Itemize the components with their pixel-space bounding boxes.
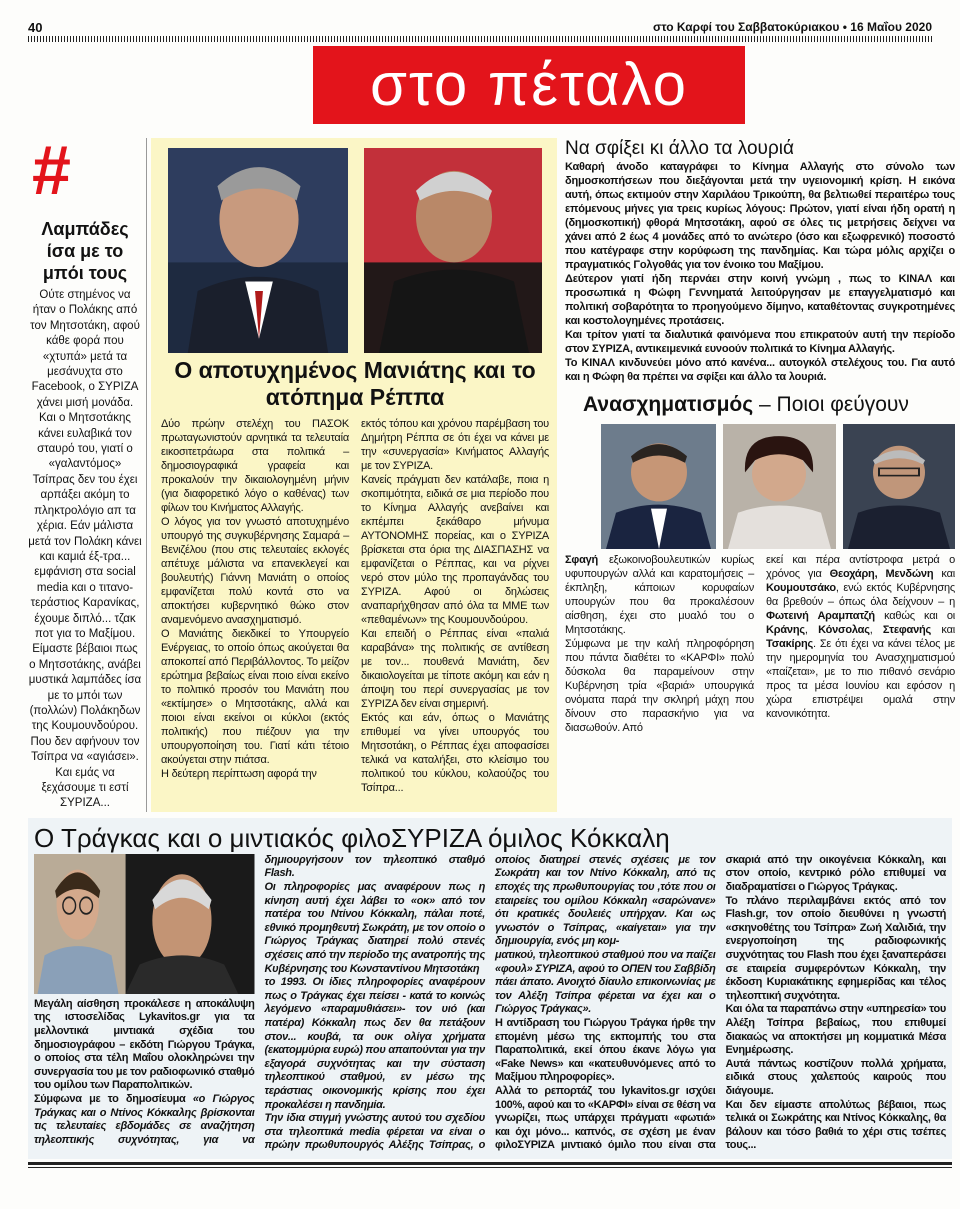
maniatis-body — [161, 417, 549, 795]
paragraph — [565, 553, 754, 637]
bold-text: Τσακίρης — [766, 638, 814, 650]
paragraph: Κανείς πράγματι δεν κατάλαβε, ποια η σκοπιμότητα, ειδικά σε μια περίοδο που το Κίνημα Αλλαγής ανεβαίνει και εκπέμπει ξεκάθαρο μήνυμα ΑΥΤΟΝΟΜΗΣ πορείας, και ο ΣΥΡΙΖΑ βρίσκεται στα όρια της ΔΙΑΣΠΑΣΗΣ να εμφανίζεται ο Ρέππας, και να ρίχνει νερό στον μύλο της προπαγάνδας του ΣΥΡΙΖΑ. Αφού οι δηλώσεις αναπαρήχθησαν από όλα τα ΜΜΕ των «πεθαμένων» της Κουμουνδούρου. — [361, 474, 549, 626]
text-run: Μεγάλη αίσθηση προκάλεσε η αποκάλυψη της ιστοσελίδας Lykavitos.gr για τα μελλοντικά μιντιακά σχέδια του δημοσιογράφου – εκδότη Γιώργου Τράγκα, ο οποίος στα τέλη Μαΐου ολοκληρώνει την συνεργασία του με τον ραδιοφωνικό σταθμό του ομίλου των Παραπολιτικών. — [34, 997, 255, 1092]
bold-text: Κράνης — [766, 624, 805, 636]
maniatis-photos — [161, 148, 549, 353]
paragraph — [495, 949, 716, 1017]
page-header — [0, 0, 960, 138]
sfixei-body — [565, 160, 955, 384]
hashtag-icon: # — [32, 131, 71, 209]
tragkas-article-box — [28, 818, 952, 1159]
issue-date: στο Καρφί του Σαββατοκύριακου • 16 Μαΐου 2020 — [653, 20, 932, 34]
text-run: , — [869, 624, 883, 636]
paragraph: Και τρίτον γιατί τα διαλυτικά φαινόμενα που επικρατούν αυτή την περίοδο στον ΣΥΡΙΖΑ, αντικειμενικά ευνοούν πολιτικά το Κίνημα Αλλαγής. — [565, 329, 955, 355]
text-run: ματικού, τηλεοπτικού σταθμού που να παίζει «φουλ» ΣΥΡΙΖΑ, αφού το ΟΠΕΝ του Σαββίδη πάει άπατο. Ανοιχτό δίαυλο επικοινωνίας με τον Αλέξη Τσίπρα φέρεται να έχει και ο Γιώργος Τράγκας». — [495, 948, 716, 1016]
bold-text: Θεοχάρη, Μενδώνη — [829, 568, 934, 580]
text-run: Το πλάνο περιλαμβάνει εκτός από τον Flash.gr, τον οποίο διευθύνει η γνωστή «σκηνοθέτης του Τσίπρα» Ζωή Χαλιδιά, την ενεργοποίηση της ραδιοφωνικής συχνότητας του Flash που έχει ξαναπεράσει σε εταιρεία συμφερόντων Κόκκαλη, την έκδοση Κυριακάτικης εφημερίδας και τέλος τηλεοπτική συχνότητα. — [725, 894, 946, 1002]
text-run: Αλλά το ρεπορτάζ του lykavitos.gr ισχύει 100%, αφού και το «ΚΑΡΦΙ» είναι σε θέση να γνωρίζει, πως υπάρχει πράγματι «φωτιά» και όχι μόνο... καπνός, σε σχέση με έναν φιλοΣΥΡΙΖΑ μιντιακό όμιλο που είναι στα σκαριά από την οικογένεια Κόκκαλη, και στον οποίο, κεντρικό ρόλο επιθυμεί να διαδραματίσει ο Γιώργος Τράγκας. — [495, 853, 946, 1152]
text-run: Και δεν είμαστε απολύτως βέβαιοι, πως τελικά οι Σωκράτης και Ντίνος Κόκκαλης, θα βάλουν και τόσο βαθιά το χέρι στις τσέπες τους... — [725, 1098, 946, 1152]
sidebar — [28, 131, 142, 812]
paragraph — [766, 553, 955, 721]
text-run: Οι πληροφορίες μας αναφέρουν πως η κίνηση αυτή έχει λάβει το «οκ» από τον πατέρα του Ντίνου Κόκκαλη, πάλαι ποτέ, εθνικό προμηθευτή Σωκράτη, με τον οποίο ο Γιώργος Τράγκας διατηρεί πολύ στενές σχέσεις από την περίοδο της ανατροπής της Κυβέρνησης του Κωνσταντίνου Μητσοτάκη — [264, 881, 485, 975]
reshuffle-title-rest: – Ποιοι φεύγουν — [753, 393, 909, 416]
bold-text: Κόνσολας — [818, 624, 870, 636]
text-run: και — [931, 624, 955, 636]
paragraph: Καθαρή άνοδο καταγράφει το Κίνημα Αλλαγής στο σύνολο των δημοσκοπήσεων που διεξάγονται μετά την υγειονομική κρίση. Η εικόνα αυτή, όπως εκτιμούν στην Χαριλάου Τρικούπη, θα βελτιωθεί περαιτέρω τους επόμενους μήνες για τρεις κυρίως λόγους: Πρώτον, γιατί είναι ήδη ορατή η (δημοσκοπική) φθορά Μητσοτάκη, αφού σε όλες τις μετρήσεις δείχνει να χάνει από 2 έως 4 μονάδες από το ανώτερο (όσο και εξωφρενικό) ποσοστό που κατέγραφε στην κορύφωση της πανδημίας. Και τώρα μόλις αρχίζει ο πραγματικός Γολγοθάς για τον ένοικο του Μαξίμου. — [565, 161, 955, 271]
bottom-rules — [28, 1162, 952, 1168]
column-divider — [146, 138, 147, 812]
photo-minister-3 — [843, 424, 955, 549]
paragraph — [726, 1099, 947, 1153]
paragraph: Η δεύτερη περίπτωση αφορά την — [161, 768, 317, 780]
text-run: . Σε ότι έχει να κάνει τέλος με την ημερομηνία του Ανασχηματισμού «παίζεται», με το πιο πιθανό σενάριο προς τα μέσα Ιουνίου και εφόσον η χώρα επιστρέψει ομαλά στην κανονικότητα. — [766, 638, 955, 720]
sidebar-body: Ούτε στημένος να ήταν ο Πολάκης από τον Μητσοτάκη, αφού κάθε φορά που «χτυπά» μετά τα μεσάνυχτα στο Facebook, ο ΣΥΡΙΖΑ χάνει μισή μονάδα. Και ο Μητσοτάκης κάνει ευλαβικά τον σταυρό του, γιατί ο «γαλαντόμος» Τσίπρας δεν του έχει αρπάξει ακόμη το πληκτρολόγιο απ τα χέρια. Εάν μάλιστα μετά τον Πολάκη κάνει και καμιά έξ-τρα... εμφάνιση στα social media και ο τιτανο-τεράστιος Καρανίκας, έχουμε διπλό... τζακ ποτ για το Μαξίμου. Είμαστε βέβαιοι πως ο Μητσοτάκης, ανάβει μυστικά λαμπάδες ίσα με το μπόι των (πολλών) Πολάκηδων της Κουμουνδούρου. Που δεν αφήνουν τον Τσίπρα να «αγιάσει». Και εμάς να ξεχάσουμε τι εστί ΣΥΡΙΖΑ... — [28, 289, 142, 810]
tragkas-body — [34, 854, 946, 1153]
ruler-divider — [28, 36, 932, 42]
reshuffle-headline — [583, 392, 955, 418]
photo-minister-2 — [723, 424, 836, 549]
photo-reppas — [364, 148, 542, 353]
paragraph — [265, 976, 486, 1112]
text-run: Σύμφωνα με το δημοσίευμα — [34, 1092, 193, 1105]
maniatis-article-box — [151, 138, 557, 812]
tragkas-headline: Ο Τράγκας και ο μιντιακός φιλοΣΥΡΙΖΑ όμιλος Κόκκαλη — [34, 822, 670, 853]
text-run: καθώς και οι — [874, 610, 955, 622]
text-run: εκεί και πέρα αντίστροφα μετρά ο χρόνος για — [766, 554, 955, 580]
reshuffle-body — [565, 553, 955, 735]
bold-text: Στεφανής — [882, 624, 932, 636]
right-column — [565, 138, 955, 812]
sfixei-headline: Να σφίξει κι άλλο τα λουριά — [565, 138, 794, 159]
paragraph — [265, 881, 486, 976]
bottom-rule-thin — [28, 1167, 952, 1168]
paragraph — [726, 895, 947, 1004]
text-run: Αυτά πάντως κοστίζουν πολλά χρήματα, ειδικά στους χαλεπούς καιρούς που διάγουμε. — [725, 1057, 946, 1097]
text-run: Η αντίδραση του Γιώργου Τράγκα ήρθε την επομένη μέσω της εκπομπής του στα Παραπολιτικά, εκεί όπου έκανε λόγω για «Fake News» και «κατευθυνόμενες από το Μαξίμου πληροφορίες». — [495, 1016, 716, 1084]
text-run: , — [804, 624, 819, 636]
paragraph: Το ΚΙΝΑΛ κινδυνεύει μόνο από κανένα... αυτογκόλ στελέχους του. Για αυτό και η Φώφη θα πρέπει να σφίξει και άλλο τα λουριά. — [565, 357, 955, 383]
text-run: «ο Γιώργος Τράγκας και ο Ντίνος Κόκκαλης βρίσκονται τις τελευταίες εβδομάδες σε αναζήτηση τηλεοπτικής συχνότητας, για να δημιουργήσουν τον τηλεοπτικό σταθμό Flash. — [34, 853, 485, 1146]
bottom-rule — [28, 1162, 952, 1165]
photo-maniatis — [168, 148, 348, 353]
paragraph: Ο λόγος για τον γνωστό αποτυχημένο υπουργό της συγκυβέρνησης Σαμαρά – Βενιζέλου (που στις τελευταίες εκλογές απέτυχε μάλιστα να επανεκλεγεί και βουλευτής) Γιάννη Μανιάτη ο οποίος εμφανίζεται πολύ κοντά στο να αποκτήσει κυβερνητικό θώκο στον αναμενόμενο ανασχηματισμό. — [161, 516, 349, 626]
text-run: Σύμφωνα με την καλή πληροφόρηση που πάντα διαθέτει το «ΚΑΡΦΙ» πολύ δύσκολα θα παραμείνουν στην Κυβέρνηση τρία «βαριά» υπουργικά ονόματα παρά την σκληρή μάχη που δίνουν στο παρασκήνιο για να διασωθούν. Από — [565, 638, 754, 734]
section-banner: στο πέταλο — [313, 46, 745, 124]
paragraph — [726, 1003, 947, 1057]
bold-text: Κουμουτσάκο — [766, 582, 836, 594]
text-run: , ενώ εκτός Κυβέρνησης θα βρεθούν – όπως όλα δείχνουν – η — [766, 582, 955, 608]
paragraph — [34, 998, 255, 1093]
paragraph — [565, 637, 754, 735]
reshuffle-photos — [565, 424, 955, 549]
paragraph: Και επειδή ο Ρέππας είναι «παλιά καραβάνα» της πολιτικής σε αντίθεση με τον... πουθενά Μανιάτη, δεν δικαιολογείται με τίποτε ακόμη και εάν η άποψη του περί συνεργασίας με τον ΣΥΡΙΖΑ δεν είναι σημερινή. — [361, 628, 549, 710]
text-run: Την ίδια στιγμή γνώστης αυτού του σχεδίου στα τηλεοπτικά media φέρεται να είναι ο πρώην πρωθυπουργός Αλέξης Τσίπρας, ο οποίος διατηρεί στενές σχέσεις με τον Σωκράτη και τον Ντίνο Κόκκαλη, από τις εποχές της πρωθυπουργίας του ,τότε που οι εταιρείες του ομίλου Κόκκαλη «σαρώνανε» ότι κρατικές δουλειές υπήρχαν. Και ως γνωστόν ο Τσίπρας, «καίγεται» για την δημιουργία, ενός μη κομ- — [264, 853, 716, 1152]
text-run: Και όλα τα παραπάνω στην «υπηρεσία» του Αλέξη Τσίπρα βεβαίως, που επιθυμεί διακαώς να αποκτήσει μη κομματικά Μέσα Ενημέρωσης. — [725, 1003, 946, 1057]
text-run: και — [933, 568, 955, 580]
paragraph: εκτός τόπου και χρόνου παρέμβαση του Δημήτρη Ρέππα σε ότι έχει να κάνει με την «συνεργασία» Κινήματος Αλλαγής με τον ΣΥΡΙΖΑ. — [361, 418, 549, 472]
paragraph: Δεύτερον γιατί ήδη περνάει στην κοινή γνώμη , πως το ΚΙΝΑΛ και προσωπικά η Φώφη Γεννηματά λειτούργησαν με επαγγελματισμό και πολιτική σοβαρότητα το προηγούμενο δίμηνο, καταθέτοντας συγκροτημένες και κοστολογημένες προτάσεις. — [565, 273, 955, 327]
maniatis-headline: Ο αποτυχημένος Μανιάτης και το ατόπημα Ρέππα — [174, 357, 536, 410]
reshuffle-title-bold: Ανασχηματισμός — [583, 393, 754, 416]
paragraph: Δύο πρώην στελέχη του ΠΑΣΟΚ πρωταγωνιστούν αρνητικά τα τελευταία εικοσιτετράωρα στα πολιτικά – δημοσιογραφικά γραφεία και προκαλούν την δικαιολογημένη μήνιν (για διαφορετικό λόγο ο καθένας) των φίλων του Κινήματος Αλλαγής. — [161, 418, 349, 514]
bold-text: Φωτεινή Αραμπατζή — [766, 610, 875, 622]
top-section — [28, 131, 955, 812]
sidebar-headline: Λαμπάδες ίσα με το μπόι τους — [41, 219, 129, 283]
bold-text: Σφαγή — [565, 554, 599, 566]
paragraph: Εκτός και εάν, όπως ο Μανιάτης επιθυμεί να γίνει υπουργός του Μητσοτάκη, ο Ρέππας έχει αποφασίσει τελικά να καταλήξει, στο κλείσιμο του πολιτικού του κύκλου, κολαούζος του Τσίπρα... — [361, 712, 549, 794]
photo-minister-1 — [601, 424, 716, 549]
text-run: εξωκοινοβουλευτικών κυρίως υφυπουργών αλλά και καρατομήσεις – έκπληξη, κάποιων κορυφαίων υπουργών που θα προκαλέσουν αίσθηση, έχει στο μυαλό του ο Μητσοτάκης. — [565, 554, 754, 636]
paragraph: Ο Μανιάτης διεκδικεί το Υπουργείο Ενέργειας, το οποίο όπως ακούγεται θα αποκοπεί από Περιβάλλοντος. Το μείζον ερώτημα βεβαίως είναι ποιο είναι εκείνο το πολιτικό προσόν του Μανιάτη που «εκτίμησε» ο Μητσοτάκης, αλλά και ποιοι είναι εκείνοι οι κύκλοι (εκτός πολιτικής) που πιέζουν για την υπουργοποίηση του. Γιατί κάτι τέτοιο ακούγεται στην πιάτσα. — [161, 628, 349, 766]
paragraph — [495, 1017, 716, 1085]
page-number: 40 — [28, 20, 43, 35]
paragraph — [726, 1058, 947, 1099]
text-run: το 1993. Οι ίδιες πληροφορίες αναφέρουν πως ο Τράγκας έχει πείσει - κατά το κοινώς λεγόμενο «παραμυθιάσει»- τον υιό (και πατέρα) Κόκκαλη πως δεν θα πετάξουν στον... κουβά, τα ουκ ολίγα χρήματα (εκατομμύρια ευρώ) που απαιτούνται για την εξαγορά συχνότητας και την σύσταση τηλεοπτικού σταθμού, εν μέσω της τεράστιας οικονομικής κρίσης που έχει προκαλέσει η πανδημία. — [264, 976, 485, 1111]
photo-tragkas-kokkalis — [34, 854, 255, 994]
